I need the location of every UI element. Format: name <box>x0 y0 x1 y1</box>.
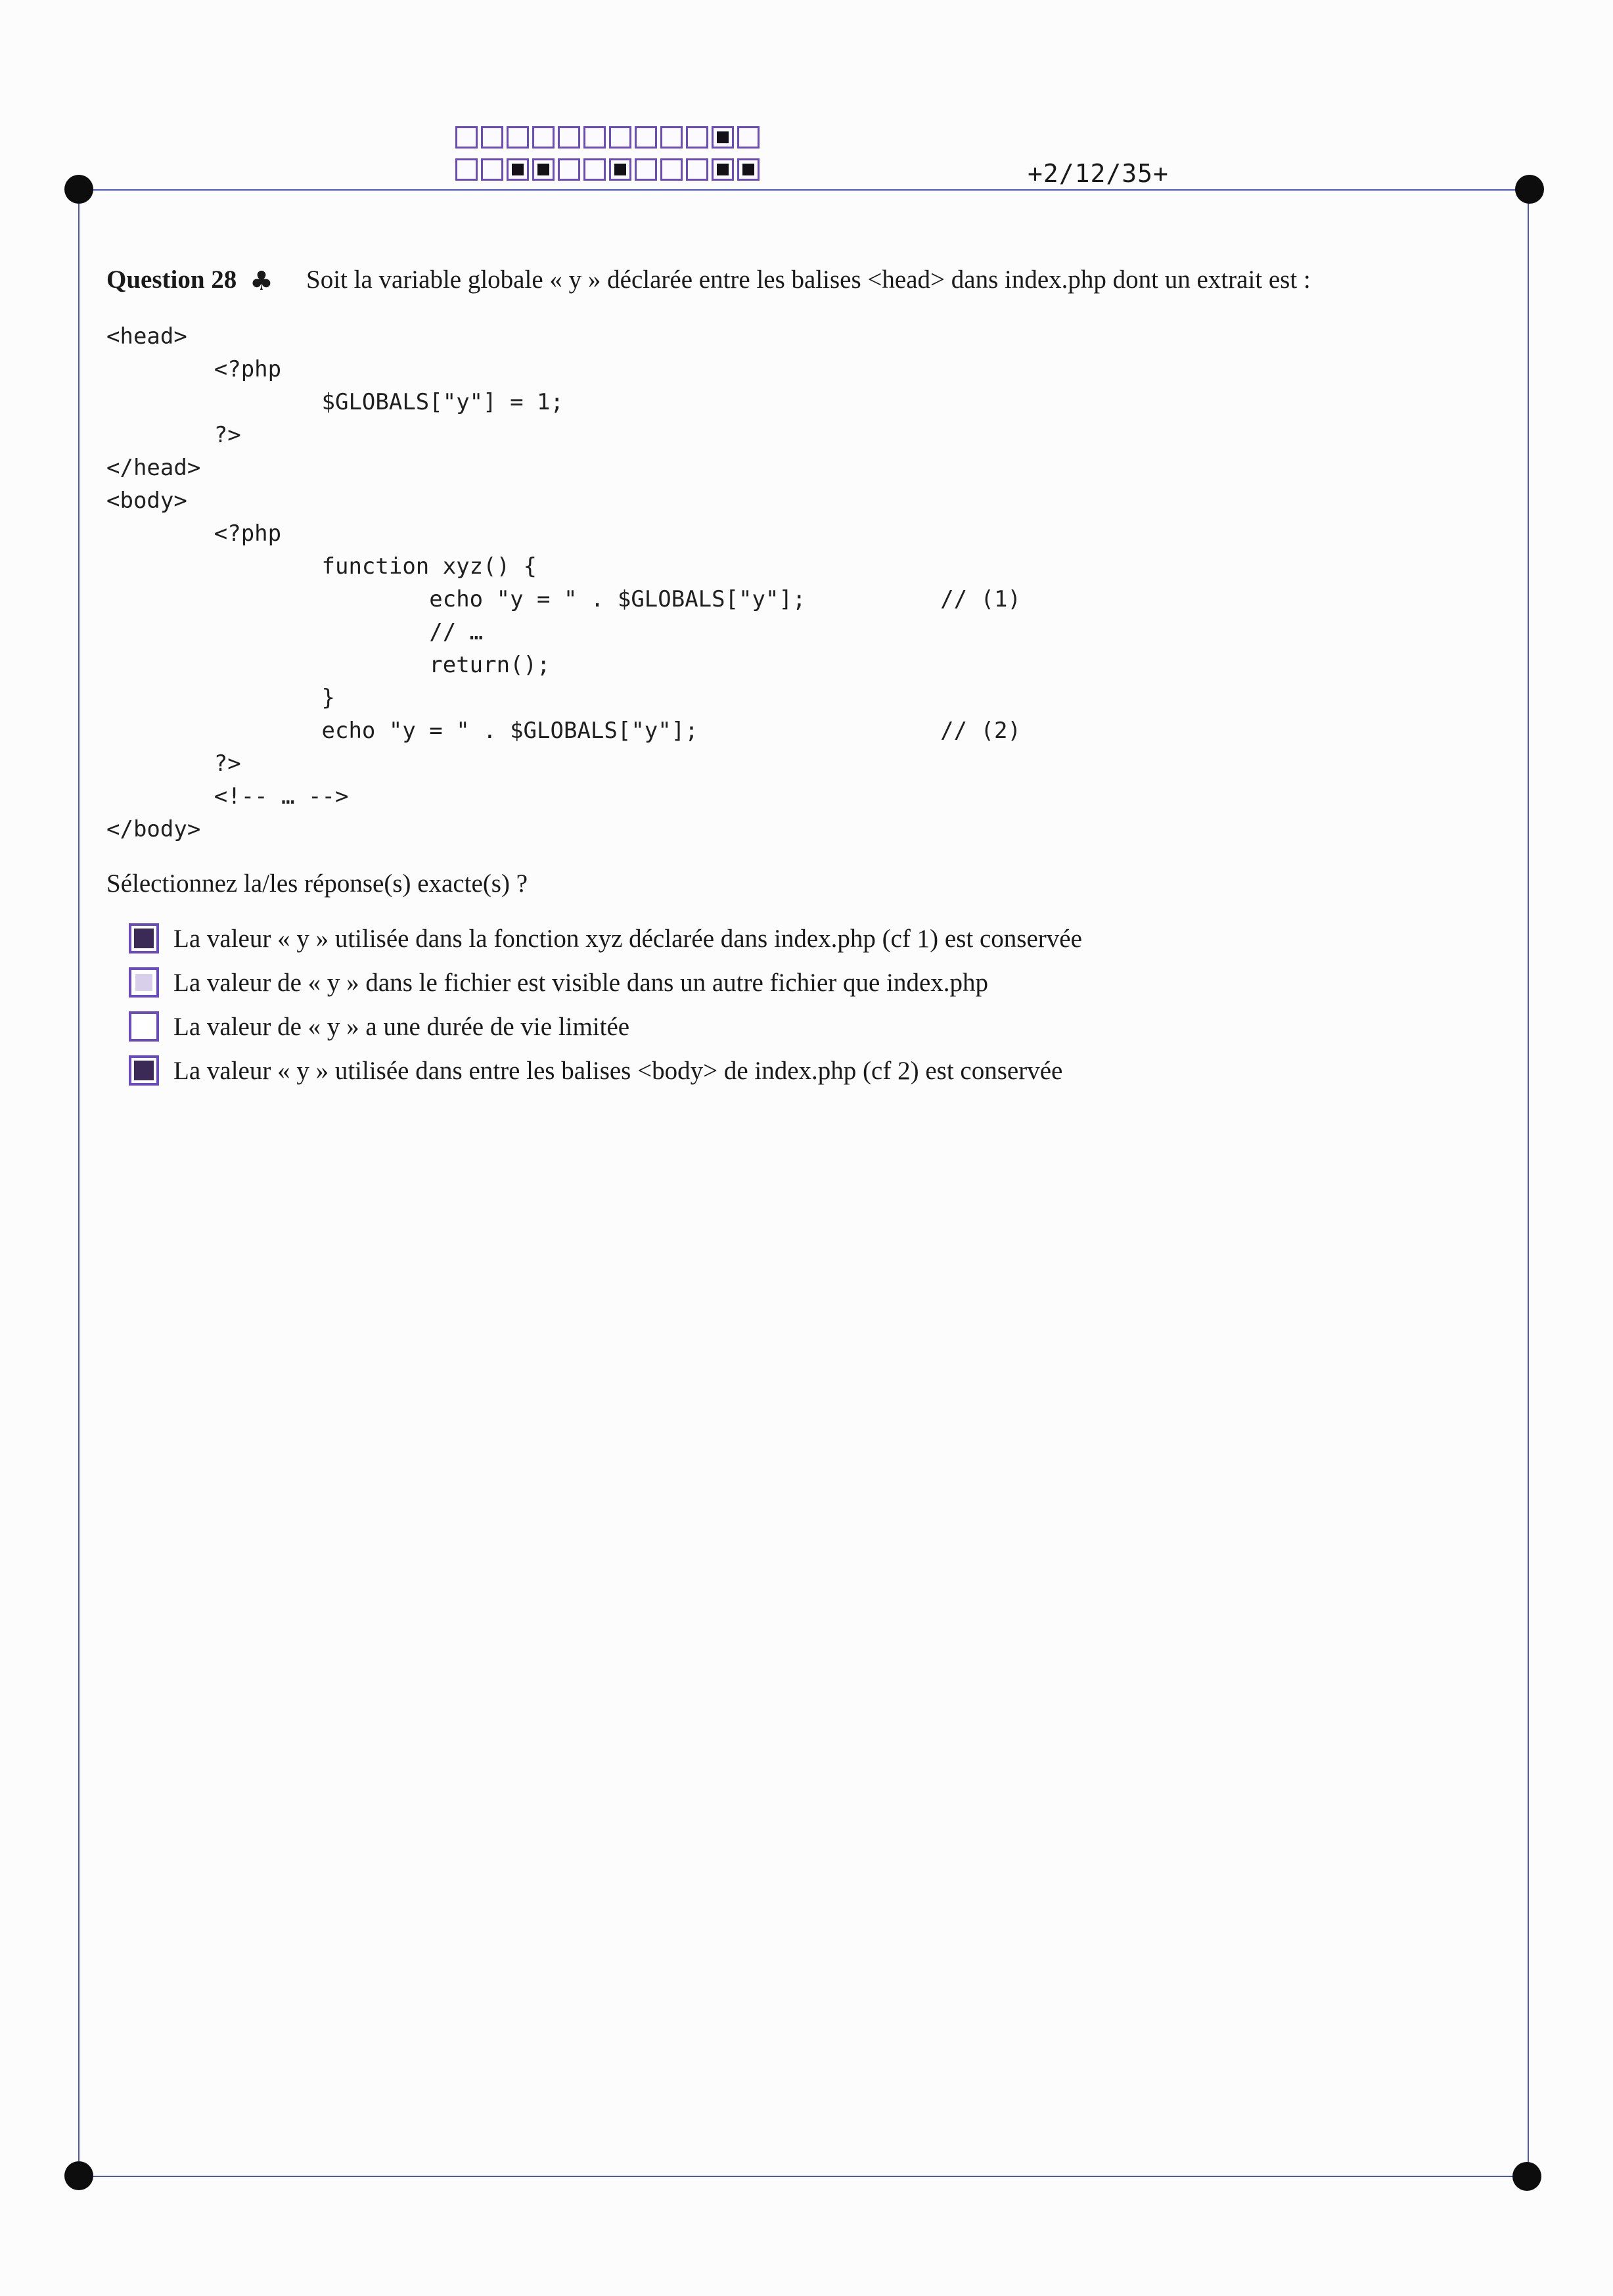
id-box <box>712 158 734 181</box>
answer-choice[interactable] <box>129 923 1082 953</box>
id-box <box>583 158 606 181</box>
id-box-row-bottom <box>455 158 763 181</box>
id-box <box>609 158 631 181</box>
frame-right-line <box>1528 189 1529 2176</box>
code-line: function xyz() { <box>106 553 537 580</box>
answer-label: La valeur « y » utilisée dans entre les balises <body> de index.php (cf 2) est conservée <box>173 1056 1063 1085</box>
corner-dot-bottom-left <box>64 2161 93 2190</box>
frame-left-line <box>78 189 80 2176</box>
answer-choice[interactable] <box>129 1055 1062 1086</box>
page-id: +2/12/35+ <box>1028 159 1169 188</box>
id-box <box>532 126 555 149</box>
code-line: ?> <box>106 750 241 777</box>
answer-choice[interactable] <box>129 1011 629 1042</box>
id-box-row-top <box>455 126 763 149</box>
frame-bottom-line <box>79 2176 1532 2177</box>
id-box <box>737 158 760 181</box>
question-text: Soit la variable globale « y » déclarée entre les balises <head> dans index.php dont un extrait est : <box>306 265 1311 294</box>
id-box <box>737 126 760 149</box>
code-line: <?php <box>106 520 282 547</box>
id-box <box>558 126 580 149</box>
answer-checkbox[interactable] <box>129 967 159 998</box>
code-line: echo "y = " . $GLOBALS["y"]; // (2) <box>106 718 1021 744</box>
id-box <box>558 158 580 181</box>
answer-label: La valeur de « y » dans le fichier est visible dans un autre fichier que index.php <box>173 968 989 997</box>
id-box <box>481 126 503 149</box>
id-box <box>455 126 478 149</box>
id-box <box>507 158 529 181</box>
id-box <box>455 158 478 181</box>
code-line: ?> <box>106 422 241 448</box>
id-box <box>660 126 683 149</box>
code-line: <?php <box>106 356 282 382</box>
id-box <box>583 126 606 149</box>
code-line: <head> <box>106 323 187 350</box>
id-box <box>712 126 734 149</box>
corner-dot-top-left <box>64 175 93 204</box>
id-box <box>507 126 529 149</box>
frame-top-line <box>79 189 1532 191</box>
answer-checkbox[interactable] <box>129 923 159 953</box>
code-line: </head> <box>106 455 201 481</box>
code-line: <!-- … --> <box>106 783 349 810</box>
id-box <box>635 158 657 181</box>
code-line: } <box>106 685 335 711</box>
instruction-text: Sélectionnez la/les réponse(s) exacte(s) ? <box>106 869 528 898</box>
code-line: </body> <box>106 816 201 842</box>
answer-choice[interactable] <box>129 967 988 998</box>
id-box <box>660 158 683 181</box>
id-box <box>532 158 555 181</box>
answer-checkbox[interactable] <box>129 1011 159 1042</box>
corner-dot-bottom-right <box>1512 2162 1541 2191</box>
question-label: Question 28 <box>106 265 237 294</box>
code-line: <body> <box>106 488 187 514</box>
corner-dot-top-right <box>1515 175 1544 204</box>
id-box <box>686 158 708 181</box>
code-line: echo "y = " . $GLOBALS["y"]; // (1) <box>106 586 1021 612</box>
id-box <box>635 126 657 149</box>
id-box <box>686 126 708 149</box>
club-icon: ♣ <box>250 266 273 296</box>
code-line: $GLOBALS["y"] = 1; <box>106 389 564 415</box>
answer-label: La valeur « y » utilisée dans la fonction xyz déclarée dans index.php (cf 1) est conservée <box>173 924 1082 953</box>
code-line: // … <box>106 619 484 645</box>
code-line: return(); <box>106 652 551 678</box>
answer-label: La valeur de « y » a une durée de vie limitée <box>173 1012 630 1041</box>
id-box <box>481 158 503 181</box>
answer-checkbox[interactable] <box>129 1055 159 1086</box>
id-box <box>609 126 631 149</box>
